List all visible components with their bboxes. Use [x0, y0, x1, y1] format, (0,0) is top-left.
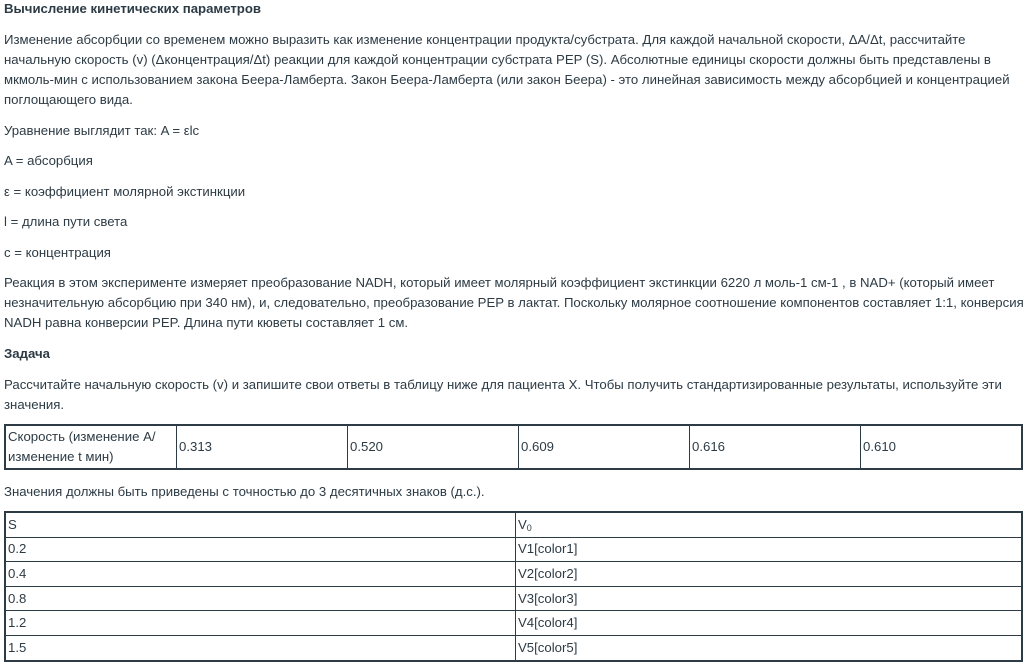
task-line: значения. — [4, 397, 65, 412]
rate-label-line: Скорость (изменение A/ — [8, 429, 156, 444]
equation-text: Уравнение выглядит так: A = εlc — [4, 123, 200, 138]
page-title: Вычисление кинетических параметров — [4, 1, 262, 16]
column-header-v0 — [516, 512, 1023, 537]
table-header-row — [5, 512, 1022, 537]
rate-value-cell: 0.520 — [348, 425, 519, 469]
column-header-s: S — [5, 512, 516, 537]
rate-value-cell: 0.609 — [519, 425, 690, 469]
v-answer-cell[interactable]: V3[color3] — [516, 586, 1023, 611]
reaction-line: NADH равна конверсии PEP. Длина пути кюветы составляет 1 см. — [4, 315, 409, 330]
definition-concentration: c = концентрация — [4, 245, 111, 260]
table-row — [5, 635, 1022, 660]
rate-value-cell: 0.616 — [690, 425, 861, 469]
rate-label-cell — [5, 425, 177, 469]
definition-absorbance: A = абсорбция — [4, 153, 93, 168]
precision-note: Значения должны быть приведены с точностью до 3 десятичных знаков (д.с.). — [4, 484, 485, 499]
intro-line: Изменение абсорбции со временем можно выразить как изменение концентрации продукта/субстрата. Для каждой начальной скорости, ΔA/Δt, рассчитайте — [4, 32, 966, 47]
task-line: Рассчитайте начальную скорость (v) и запишите свои ответы в таблицу ниже для пациента X. Чтобы получить стандартизированные результаты, используйте эти — [4, 377, 1002, 392]
s-value-cell: 0.2 — [5, 537, 516, 562]
v-answer-cell[interactable]: V5[color5] — [516, 635, 1023, 660]
table-row — [5, 537, 1022, 562]
definition-path-length: l = длина пути света — [4, 214, 128, 229]
reaction-line: незначительную абсорбцию при 340 нм), и, следовательно, преобразование PEP в лактат. Поскольку молярное соотношение компонентов составляет 1:1, конверсия — [4, 295, 1024, 310]
v-answer-cell[interactable]: V1[color1] — [516, 537, 1023, 562]
s-value-cell: 1.5 — [5, 635, 516, 660]
intro-line: мкмоль-мин с использованием закона Беера-Ламберта. Закон Беера-Ламберта (или закон Беера) - это линейная зависимость между абсорбцией и концентрацией — [4, 72, 1010, 87]
intro-line: поглощающего вида. — [4, 92, 133, 107]
v0-subscript: 0 — [526, 522, 532, 533]
table-row — [5, 586, 1022, 611]
v-answer-cell[interactable]: V4[color4] — [516, 611, 1023, 636]
rate-value-cell: 0.313 — [177, 425, 348, 469]
results-table — [4, 511, 1023, 662]
s-value-cell: 1.2 — [5, 611, 516, 636]
task-paragraph — [4, 375, 1034, 415]
table-row — [5, 562, 1022, 587]
v-answer-cell[interactable]: V2[color2] — [516, 562, 1023, 587]
reaction-paragraph — [4, 273, 1034, 333]
rate-table — [4, 424, 1023, 470]
rate-label-line: изменение t мин) — [8, 449, 114, 464]
definition-extinction: ε = коэффициент молярной экстинкции — [4, 184, 246, 199]
intro-line: начальную скорость (v) (Δконцентрация/Δt) реакции для каждой концентрации субстрата PEP (S). Абсолютные единицы скорости должны быть представлены в — [4, 52, 991, 67]
reaction-line: Реакция в этом эксперименте измеряет преобразование NADH, который имеет молярный коэффициент экстинкции 6220 л моль-1 см-1 , в NAD+ (который имеет — [4, 275, 995, 290]
table-row — [5, 611, 1022, 636]
rate-value-cell: 0.610 — [861, 425, 1023, 469]
intro-paragraph — [4, 30, 1034, 110]
table-row — [5, 425, 1022, 469]
task-heading: Задача — [4, 346, 50, 361]
s-value-cell: 0.4 — [5, 562, 516, 587]
s-value-cell: 0.8 — [5, 586, 516, 611]
v0-letter: V — [518, 516, 527, 532]
